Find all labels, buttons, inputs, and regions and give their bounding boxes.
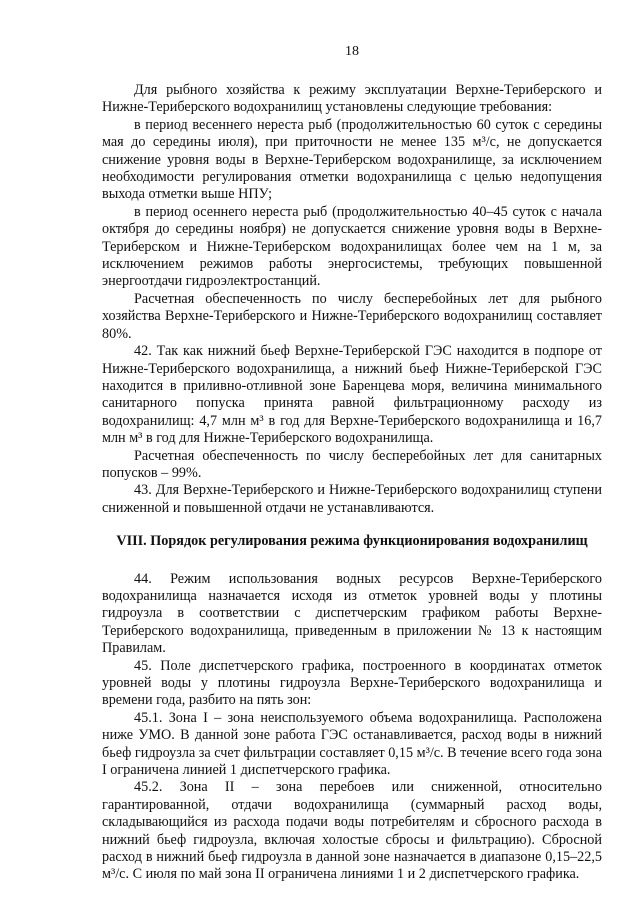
body-text-bottom: [102, 571, 602, 884]
page-number: 18: [345, 44, 359, 59]
paragraph-42: 42. Так как нижний бьеф Верхне-Териберской ГЭС находится в подпоре от Нижне-Териберского водохранилища, а нижний бьеф Нижне-Териберской ГЭС находится в приливно-отливной зоне Баренцева моря, величина минимального санитарного попуска принята равной фильтрационному расходу из водохранилищ: 4,7 млн м³ в год для Верхне-Териберского водохранилища и 16,7 млн м³ в год для Нижне-Териберского водохранилища.: [102, 343, 602, 447]
paragraph-45-2: 45.2. Зона II – зона перебоев или сниженной, относительно гарантированной, отдачи водохранилища (суммарный расход воды, складывающийся из расхода подачи воды потребителям и сбросного расхода в нижний бьеф гидроузла, включая холостые сбросы и фильтрацию). Сбросной расход в нижний бьеф гидроузла в данной зоне назначается в диапазоне 0,15–22,5 м³/с. С июля по май зона II ограничена линиями 1 и 2 диспетчерского графика.: [102, 779, 602, 883]
paragraph-sanitary-reliability: Расчетная обеспеченность по числу бесперебойных лет для санитарных попусков – 99%.: [102, 447, 602, 481]
paragraph-45-1: 45.1. Зона I – зона неиспользуемого объема водохранилища. Расположена ниже УМО. В данной зоне работа ГЭС останавливается, расход воды в нижний бьеф гидроузла за счет фильтрации составляет 0,15 м³/с. В течение всего года зона I ограничена линией 1 диспетчерского графика.: [102, 709, 602, 779]
paragraph-43: 43. Для Верхне-Териберского и Нижне-Териберского водохранилищ ступени сниженной и повышенной отдачи не устанавливаются.: [102, 482, 602, 516]
section-heading: VIII. Порядок регулирования режима функционирования водохранилищ: [116, 533, 588, 550]
body-text-top: [102, 82, 602, 517]
paragraph-45: 45. Поле диспетчерского графика, построенного в координатах отметок уровней воды у плотины гидроузла Верхне-Териберского водохранилища и времени года, разбито на пять зон:: [102, 657, 602, 709]
paragraph-spring-spawning: в период весеннего нереста рыб (продолжительностью 60 суток с середины мая до середины июля), при приточности не менее 135 м³/с, не допускается снижение уровня воды в Верхне-Териберском водохранилище, за исключением необходимости регулирования отметки водохранилища с целью недопущения выхода отметки выше НПУ;: [102, 116, 602, 203]
paragraph-autumn-spawning: в период осеннего нереста рыб (продолжительностью 40–45 суток с начала октября до середины ноября) не допускается снижение уровня воды в Верхне-Териберском и Нижне-Териберском водохранилищах более чем на 1 м, за исключением режимов работы энергосистемы, требующих повышенной энергоотдачи гидроэлектростанций.: [102, 203, 602, 290]
paragraph-fishery-reliability: Расчетная обеспеченность по числу бесперебойных лет для рыбного хозяйства Верхне-Териберского и Нижне-Териберского водохранилищ составляет 80%.: [102, 290, 602, 342]
paragraph-44: 44. Режим использования водных ресурсов Верхне-Териберского водохранилища назначается исходя из отметок уровней воды у плотины гидроузла в соответствии с диспетчерским графиком работы Верхне-Териберского водохранилища, приведенным в приложении № 13 к настоящим Правилам.: [102, 570, 602, 657]
paragraph-fishery-requirements: Для рыбного хозяйства к режиму эксплуатации Верхне-Териберского и Нижне-Териберского водохранилищ установлены следующие требования:: [102, 82, 602, 116]
